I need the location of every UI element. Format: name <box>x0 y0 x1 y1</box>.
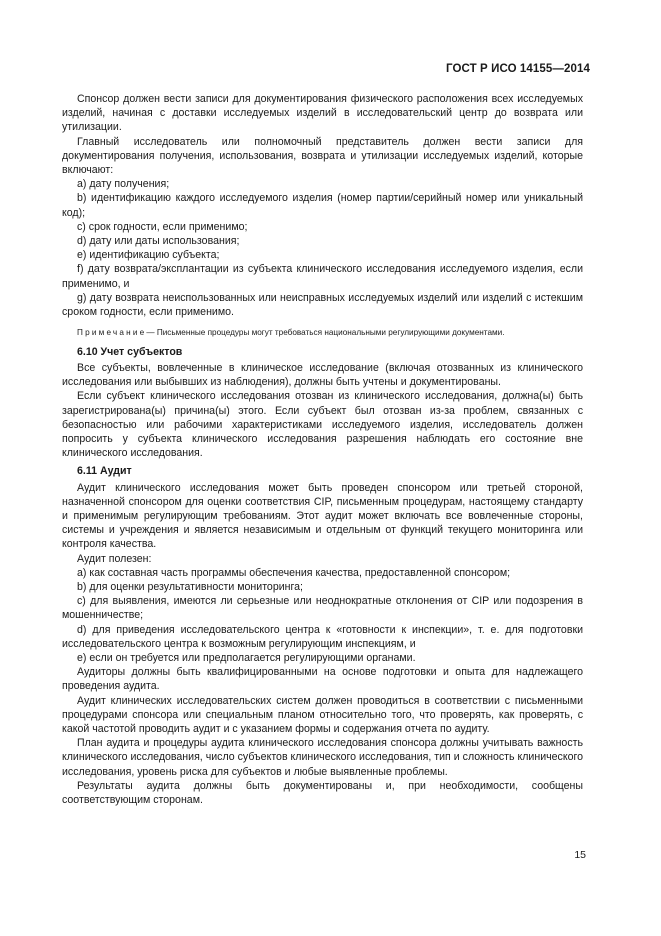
list-item: g) дату возврата неиспользованных или неисправных исследуемых изделий или изделий с истекшим сроком годности, если применимо. <box>62 291 583 319</box>
section-heading-6-11: 6.11 Аудит <box>77 465 132 478</box>
paragraph: Все субъекты, вовлеченные в клиническое исследование (включая отозванных из клинического исследования или выбывших из наблюдения), должны быть учтены и документированы. <box>62 361 583 389</box>
paragraph: Если субъект клинического исследования отозван из клинического исследования, должна(ы) быть зарегистрирована(ы) причина(ы) этого. Если субъект был отозван из-за проблем, связанных с безопасностью или рабочими характеристиками исследуемого изделия, исследователь должен попросить у субъекта клинического исследования разрешения наблюдать его состояние вне клинического исследования. <box>62 390 583 460</box>
list-item: b) идентификацию каждого исследуемого изделия (номер партии/серийный номер или уникальный код); <box>62 192 583 219</box>
page-number: 15 <box>574 849 586 861</box>
paragraph: Спонсор должен вести записи для документирования физического расположения всех исследуемых изделий, начиная с доставки исследуемых изделий в исследовательский центр до возврата или утилизации. <box>62 93 583 134</box>
list-item: c) срок годности, если применимо; <box>77 220 248 233</box>
paragraph: Аудиторы должны быть квалифицированными на основе подготовки и опыта для надлежащего проведения аудита. <box>62 666 583 693</box>
paragraph: План аудита и процедуры аудита клинического исследования спонсора должны учитывать важность клинического исследования, число субъектов клинического исследования, тип и сложность клинического исследования, уровень риска для субъектов и любые выявленные проблемы. <box>62 737 583 778</box>
list-item: e) идентификацию субъекта; <box>77 249 220 262</box>
list-item: a) как составная часть программы обеспечения качества, предоставленной спонсором; <box>77 566 511 579</box>
note-label: Примечание <box>77 328 147 338</box>
paragraph: Аудит клинических исследовательских систем должен проводиться в соответствии с письменными процедурами спонсора или специальным планом относительно того, что проверять, как проверять, с какой частотой проводить аудит и с указанием формы и содержания отчета по аудиту. <box>62 694 583 736</box>
document-body <box>62 92 583 807</box>
paragraph: Аудит полезен: <box>77 552 152 565</box>
list-item: d) дату или даты использования; <box>77 235 240 248</box>
paragraph: Главный исследователь или полномочный представитель должен вести записи для документирования получения, использования, возврата и утилизации исследуемых изделий, которые включают: <box>62 135 583 177</box>
note <box>62 327 583 339</box>
list-item: c) для выявления, имеются ли серьезные или неоднократные отклонения от CIP или подозрения в мошенничестве; <box>62 595 583 622</box>
document-header: ГОСТ Р ИСО 14155—2014 <box>445 63 590 75</box>
list-item: f) дату возврата/эксплантации из субъекта клинического исследования исследуемого изделия, если применимо, и <box>62 263 583 290</box>
section-heading-6-10: 6.10 Учет субъектов <box>77 345 183 358</box>
list-item: b) для оценки результативности мониторинга; <box>77 581 303 593</box>
note-text: — Письменные процедуры могут требоваться национальными регулирующими документами. <box>146 328 505 338</box>
list-item: d) для приведения исследовательского центра к «готовности к инспекции», т. е. для подготовки исследовательского центра к возможным регулирующим инспекциям, и <box>62 623 583 650</box>
list-item: e) если он требуется или предполагается регулирующими органами. <box>77 652 416 665</box>
paragraph: Результаты аудита должны быть документированы и, при необходимости, сообщены соответствующим сторонам. <box>62 779 583 807</box>
paragraph: Аудит клинического исследования может быть проведен спонсором или третьей стороной, назначенной спонсором для оценки соответствия CIP, письменным процедурам, настоящему стандарту и применимым регулирующим требованиям. Этот аудит может включать все вовлеченные стороны, системы и учреждения и является независимым и отдельным от функций текущего мониторинга или контроля качества. <box>62 481 583 551</box>
list-item: a) дату получения; <box>77 178 170 191</box>
